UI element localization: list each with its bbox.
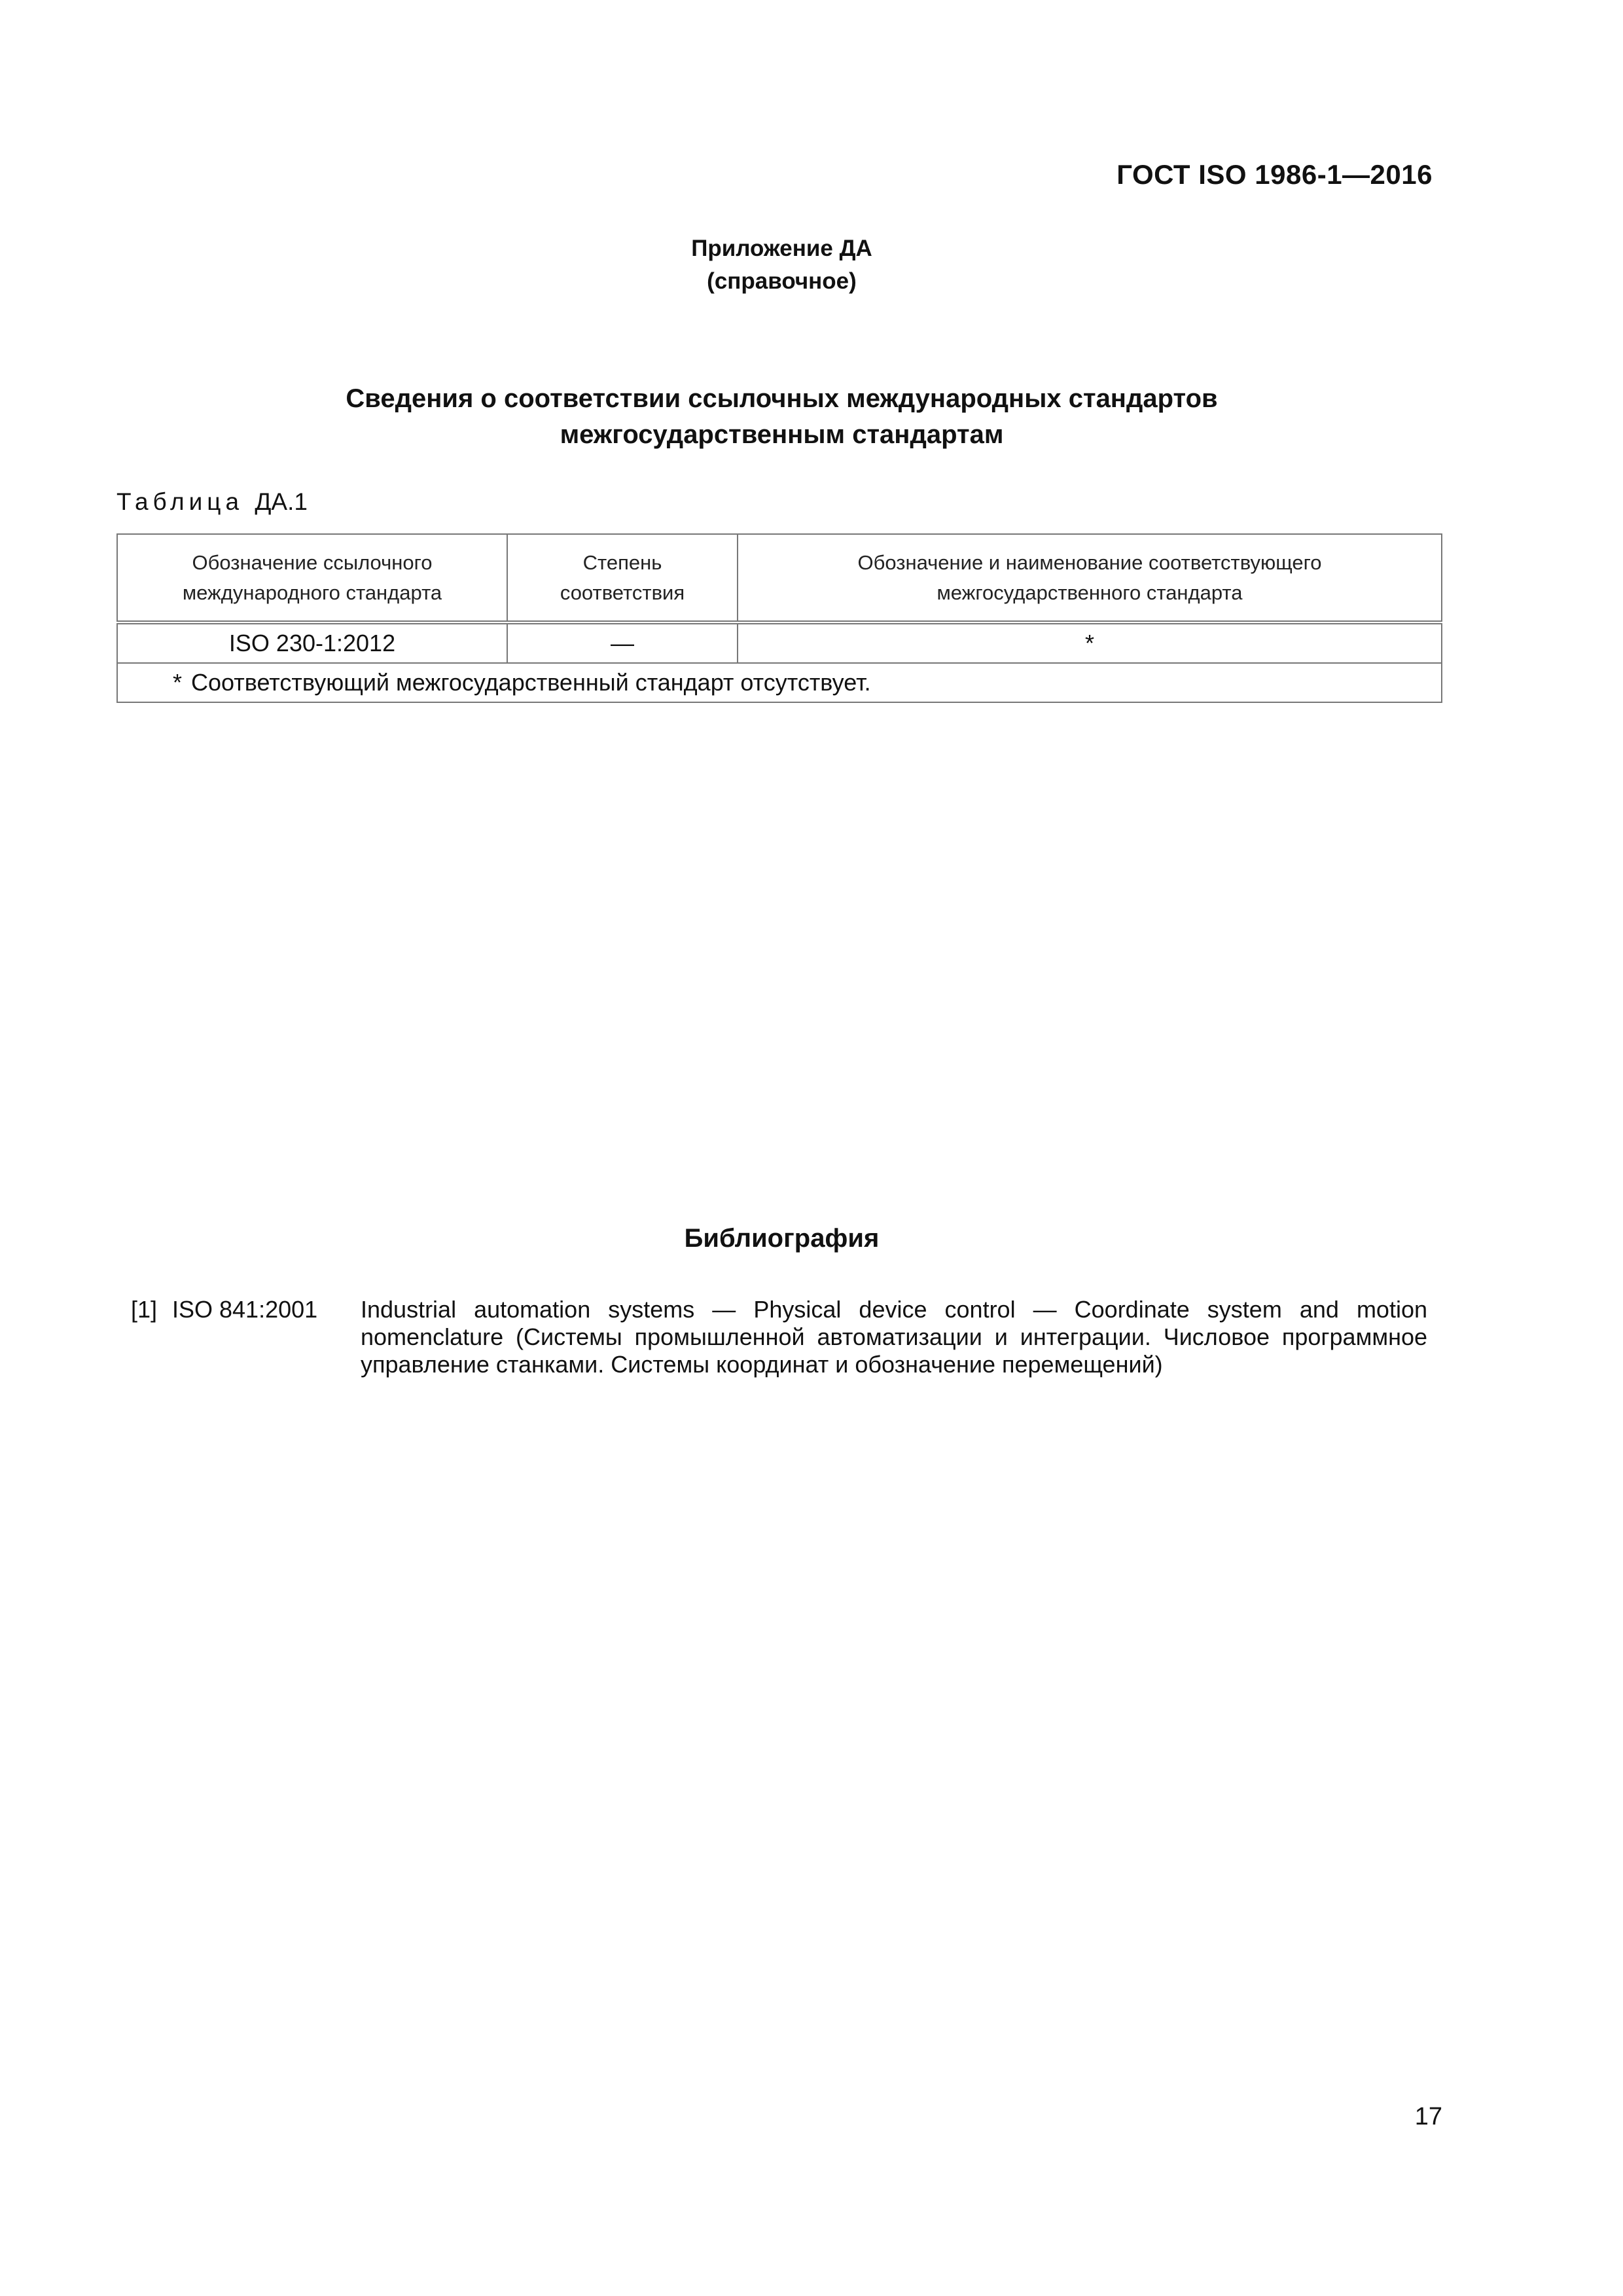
header-interstate-standard: Обозначение и наименование соответствующего межгосударственного стандарта [738,534,1442,622]
annex-type: (справочное) [707,268,857,294]
page-number: 17 [1414,2103,1442,2130]
bibliography-entry-number: [1] [131,1296,158,1323]
annex-title: Приложение ДА [691,236,872,261]
header-correspondence-degree: Степень соответствия [507,534,738,622]
cell-degree: — [507,622,738,663]
header-international-standard: Обозначение ссылочного международного стандарта [117,534,507,622]
bibliography-entry-id: ISO 841:2001 [172,1296,318,1323]
table-note [117,663,1442,702]
note-marker: * [173,669,183,696]
section-title-line1: Сведения о соответствии ссылочных международных стандартов [346,384,1218,413]
table-note-row [117,663,1442,702]
bibliography-entry-text: Industrial automation systems — Physical device control — Coordinate system and motion nomenclature (Системы промышленной автоматизации и интеграции. Числовое программное управление станками. Системы координат и обозначение перемещений) [361,1296,1427,1378]
bibliography-title: Библиография [684,1224,880,1253]
table-row [117,622,1442,663]
cell-interstate: * [738,622,1442,663]
table-caption-number: ДА.1 [255,488,308,515]
annex-heading [0,232,1563,298]
correspondence-table [116,533,1442,703]
document-code: ГОСТ ISO 1986-1—2016 [1116,159,1433,190]
table-caption [116,488,308,516]
note-text: Соответствующий межгосударственный стандарт отсутствует. [191,669,871,696]
section-title-line2: межгосударственным стандартам [560,420,1004,449]
section-title [0,381,1563,453]
cell-standard-id: ISO 230-1:2012 [117,622,507,663]
table-header-row [117,534,1442,622]
table-caption-word: Таблица [116,488,244,515]
